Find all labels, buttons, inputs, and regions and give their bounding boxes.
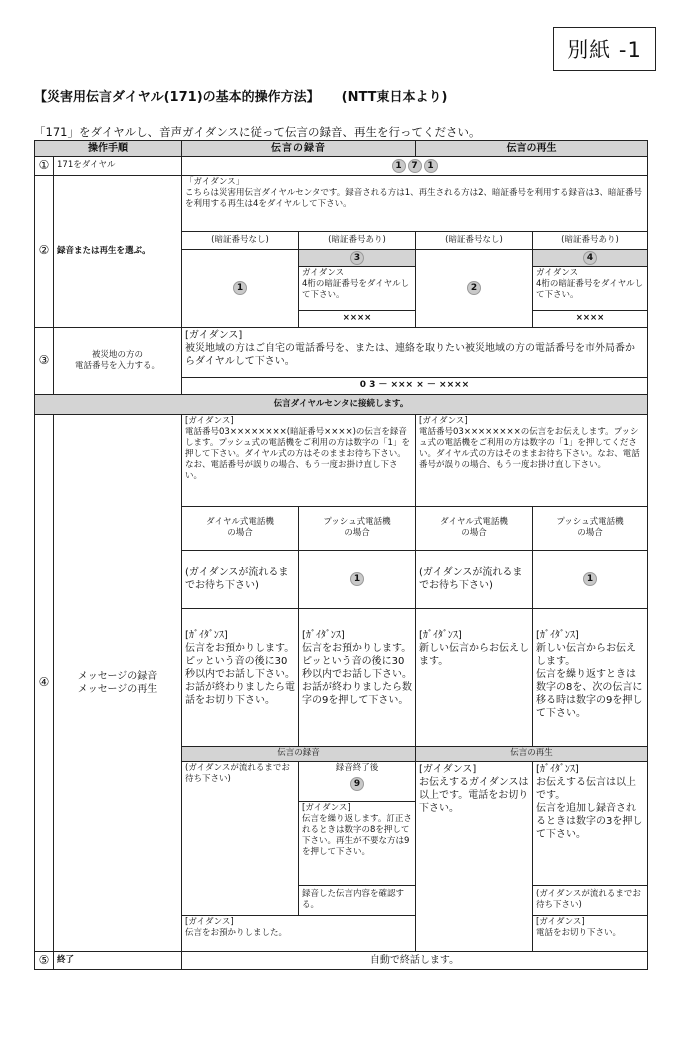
header-procedure: 操作手順 <box>35 141 182 157</box>
after-rec <box>299 761 416 801</box>
col-play-no-pin: (暗証番号なし) <box>416 231 533 249</box>
key-play-pin-cell <box>533 249 648 266</box>
step-5-number: ⑤ <box>35 951 54 970</box>
play-end-push: [ｶﾞｲﾀﾞﾝｽ] お伝えする伝言は以上です。 伝言を追加し録音されるときは数字の3を押して下さい。 <box>533 761 648 885</box>
col-rec-pin: (暗証番号あり) <box>299 231 416 249</box>
step-1-digits <box>182 157 648 176</box>
step-2-guidance-row <box>35 175 648 231</box>
table-header-row <box>35 141 648 157</box>
step-1-number: ① <box>35 157 54 176</box>
step-3-phone <box>182 377 648 394</box>
pin-mask-rec-text: ×××× <box>342 313 372 324</box>
step-3-number: ③ <box>35 327 54 394</box>
play-msg-push: [ｶﾞｲﾀﾞﾝｽ] 新しい伝言からお伝えします。 伝言を繰り返すときは数字の8を、次の伝言に移る時は数字の9を押して下さい。 <box>533 608 648 746</box>
step-3-guidance: [ガイダンス] 被災地域の方はご自宅の電話番号を、または、連絡を取りたい被災地域の方の電話番号を市外局番からダイヤルして下さい。 <box>182 327 648 377</box>
step-2-guidance: 「ガイダンス」 こちらは災害用伝言ダイヤルセンタです。録音される方は1、再生される方は2、暗証番号を利用する録音は3、暗証番号を利用する再生は4をダイヤルして下さい。 <box>182 175 648 231</box>
step-3-row <box>35 327 648 377</box>
rec-push-type: プッシュ式電話機 の場合 <box>299 506 416 550</box>
play-msg-dial: [ｶﾞｲﾀﾞﾝｽ] 新しい伝言からお伝えします。 <box>416 608 533 746</box>
title-source: (NTT東日本より) <box>341 90 448 105</box>
after-rec-label: 録音終了後 <box>335 762 379 773</box>
step-4-guidance-row <box>35 414 648 506</box>
key-1-icon-rec: 1 <box>350 572 364 586</box>
key-3-icon: 3 <box>350 251 364 265</box>
step-2-number: ② <box>35 175 54 327</box>
step-5-row <box>35 951 648 970</box>
step-4-number: ④ <box>35 414 54 951</box>
digit-7: 7 <box>408 159 422 173</box>
key-1-icon-play: 1 <box>583 572 597 586</box>
play-end-dial: [ガイダンス] お伝えするガイダンスは以上です。電話をお切り下さい。 <box>416 761 533 951</box>
header-record: 伝言の録音 <box>182 141 416 157</box>
digit-1b: 1 <box>424 159 438 173</box>
step-3-label: 被災地の方の 電話番号を入力する。 <box>54 327 182 394</box>
rec-dial-type: ダイヤル式電話機 の場合 <box>182 506 299 550</box>
play-wait-3: (ガイダンスが流れるまでお待ち下さい) <box>533 885 648 915</box>
phone-prefix: 0 3 <box>359 379 376 390</box>
rec-wait: (ガイダンスが流れるまでお待ち下さい) <box>182 550 299 608</box>
key-play-cell <box>416 249 533 327</box>
key-4-icon: 4 <box>583 251 597 265</box>
pin-guidance-play: ガイダンス 4桁の暗証番号をダイヤルして下さい。 <box>533 266 648 310</box>
pin-mask-rec <box>299 310 416 327</box>
sub-record: 伝言の録音 <box>182 746 416 761</box>
attachment-label: 別紙 -1 <box>553 27 656 71</box>
hangup: [ガイダンス] 電話をお切り下さい。 <box>533 915 648 951</box>
play-wait: (ガイダンスが流れるまでお待ち下さい) <box>416 550 533 608</box>
title-text: 【災害用伝言ダイヤル(171)の基本的操作方法】 <box>34 90 320 105</box>
step-2-label: 録音または再生を選ぶ。 <box>54 175 182 327</box>
sub-playback: 伝言の再生 <box>416 746 648 761</box>
col-rec-no-pin: (暗証番号なし) <box>182 231 299 249</box>
phone-rest: － ××× × － ×××× <box>378 379 470 390</box>
pin-guidance-rec: ガイダンス 4桁の暗証番号をダイヤルして下さい。 <box>299 266 416 310</box>
confirm-note: 録音した伝言内容を確認する。 <box>299 885 416 915</box>
key-2-icon: 2 <box>467 281 481 295</box>
page-title <box>34 86 447 105</box>
step-5-text: 自動で終話します。 <box>182 951 648 970</box>
rec-wait-2: (ガイダンスが流れるまでお待ち下さい) <box>182 761 299 915</box>
rec-guidance: [ガイダンス] 電話番号03××××××××(暗証番号××××)の伝言を録音します。プッシュ式の電話機をご利用の方は数字の「1」を押して下さい。ダイヤル式の方はそのままお待ち下さい。なお、電話番号が誤りの場合、もう一度お掛け直し下さい。 <box>182 414 416 506</box>
header-playback: 伝言の再生 <box>416 141 648 157</box>
play-dial-type: ダイヤル式電話機 の場合 <box>416 506 533 550</box>
pin-mask-play <box>533 310 648 327</box>
rec-msg-push: [ｶﾞｲﾀﾞﾝｽ] 伝言をお預かりします。ピッという音の後に30秒以内でお話し下さい。お話が終わりましたら数字の9を押して下さい。 <box>299 608 416 746</box>
connected-text: 伝言ダイヤルセンタに接続します。 <box>35 394 648 414</box>
connected-row <box>35 394 648 414</box>
key-rec-pin-cell <box>299 249 416 266</box>
step-1-label: 171をダイヤル <box>54 157 182 176</box>
operation-table <box>34 140 648 970</box>
intro-text: 「171」をダイヤルし、音声ガイダンスに従って伝言の録音、再生を行ってください。 <box>34 125 481 139</box>
step-4-label: メッセージの録音 メッセージの再生 <box>54 414 182 951</box>
rec-msg-dial: [ｶﾞｲﾀﾞﾝｽ] 伝言をお預かりします。ピッという音の後に30秒以内でお話し下さい。お話が終わりましたら電話をお切り下さい。 <box>182 608 299 746</box>
play-push-key <box>533 550 648 608</box>
key-rec-cell <box>182 249 299 327</box>
step-5-label: 終了 <box>54 951 182 970</box>
step-1-row <box>35 157 648 176</box>
repeat-guidance: [ガイダンス] 伝言を繰り返します。訂正されるときは数字の8を押して下さい。再生が不要な方は9を押して下さい。 <box>299 801 416 885</box>
play-guidance: [ガイダンス] 電話番号03××××××××の伝言をお伝えします。プッシュ式の電話機をご利用の方は数字の「1」を押してください。ダイヤル式の方はそのままお待ち下さい。なお、電話番号が誤りの場合、もう一度お掛け直し下さい。 <box>416 414 648 506</box>
col-play-pin: (暗証番号あり) <box>533 231 648 249</box>
rec-done: [ガイダンス] 伝言をお預かりしました。 <box>182 915 416 951</box>
play-push-type: プッシュ式電話機 の場合 <box>533 506 648 550</box>
rec-push-key <box>299 550 416 608</box>
digit-1: 1 <box>392 159 406 173</box>
pin-mask-play-text: ×××× <box>575 313 605 324</box>
key-9-icon: 9 <box>350 777 364 791</box>
key-1-icon: 1 <box>233 281 247 295</box>
